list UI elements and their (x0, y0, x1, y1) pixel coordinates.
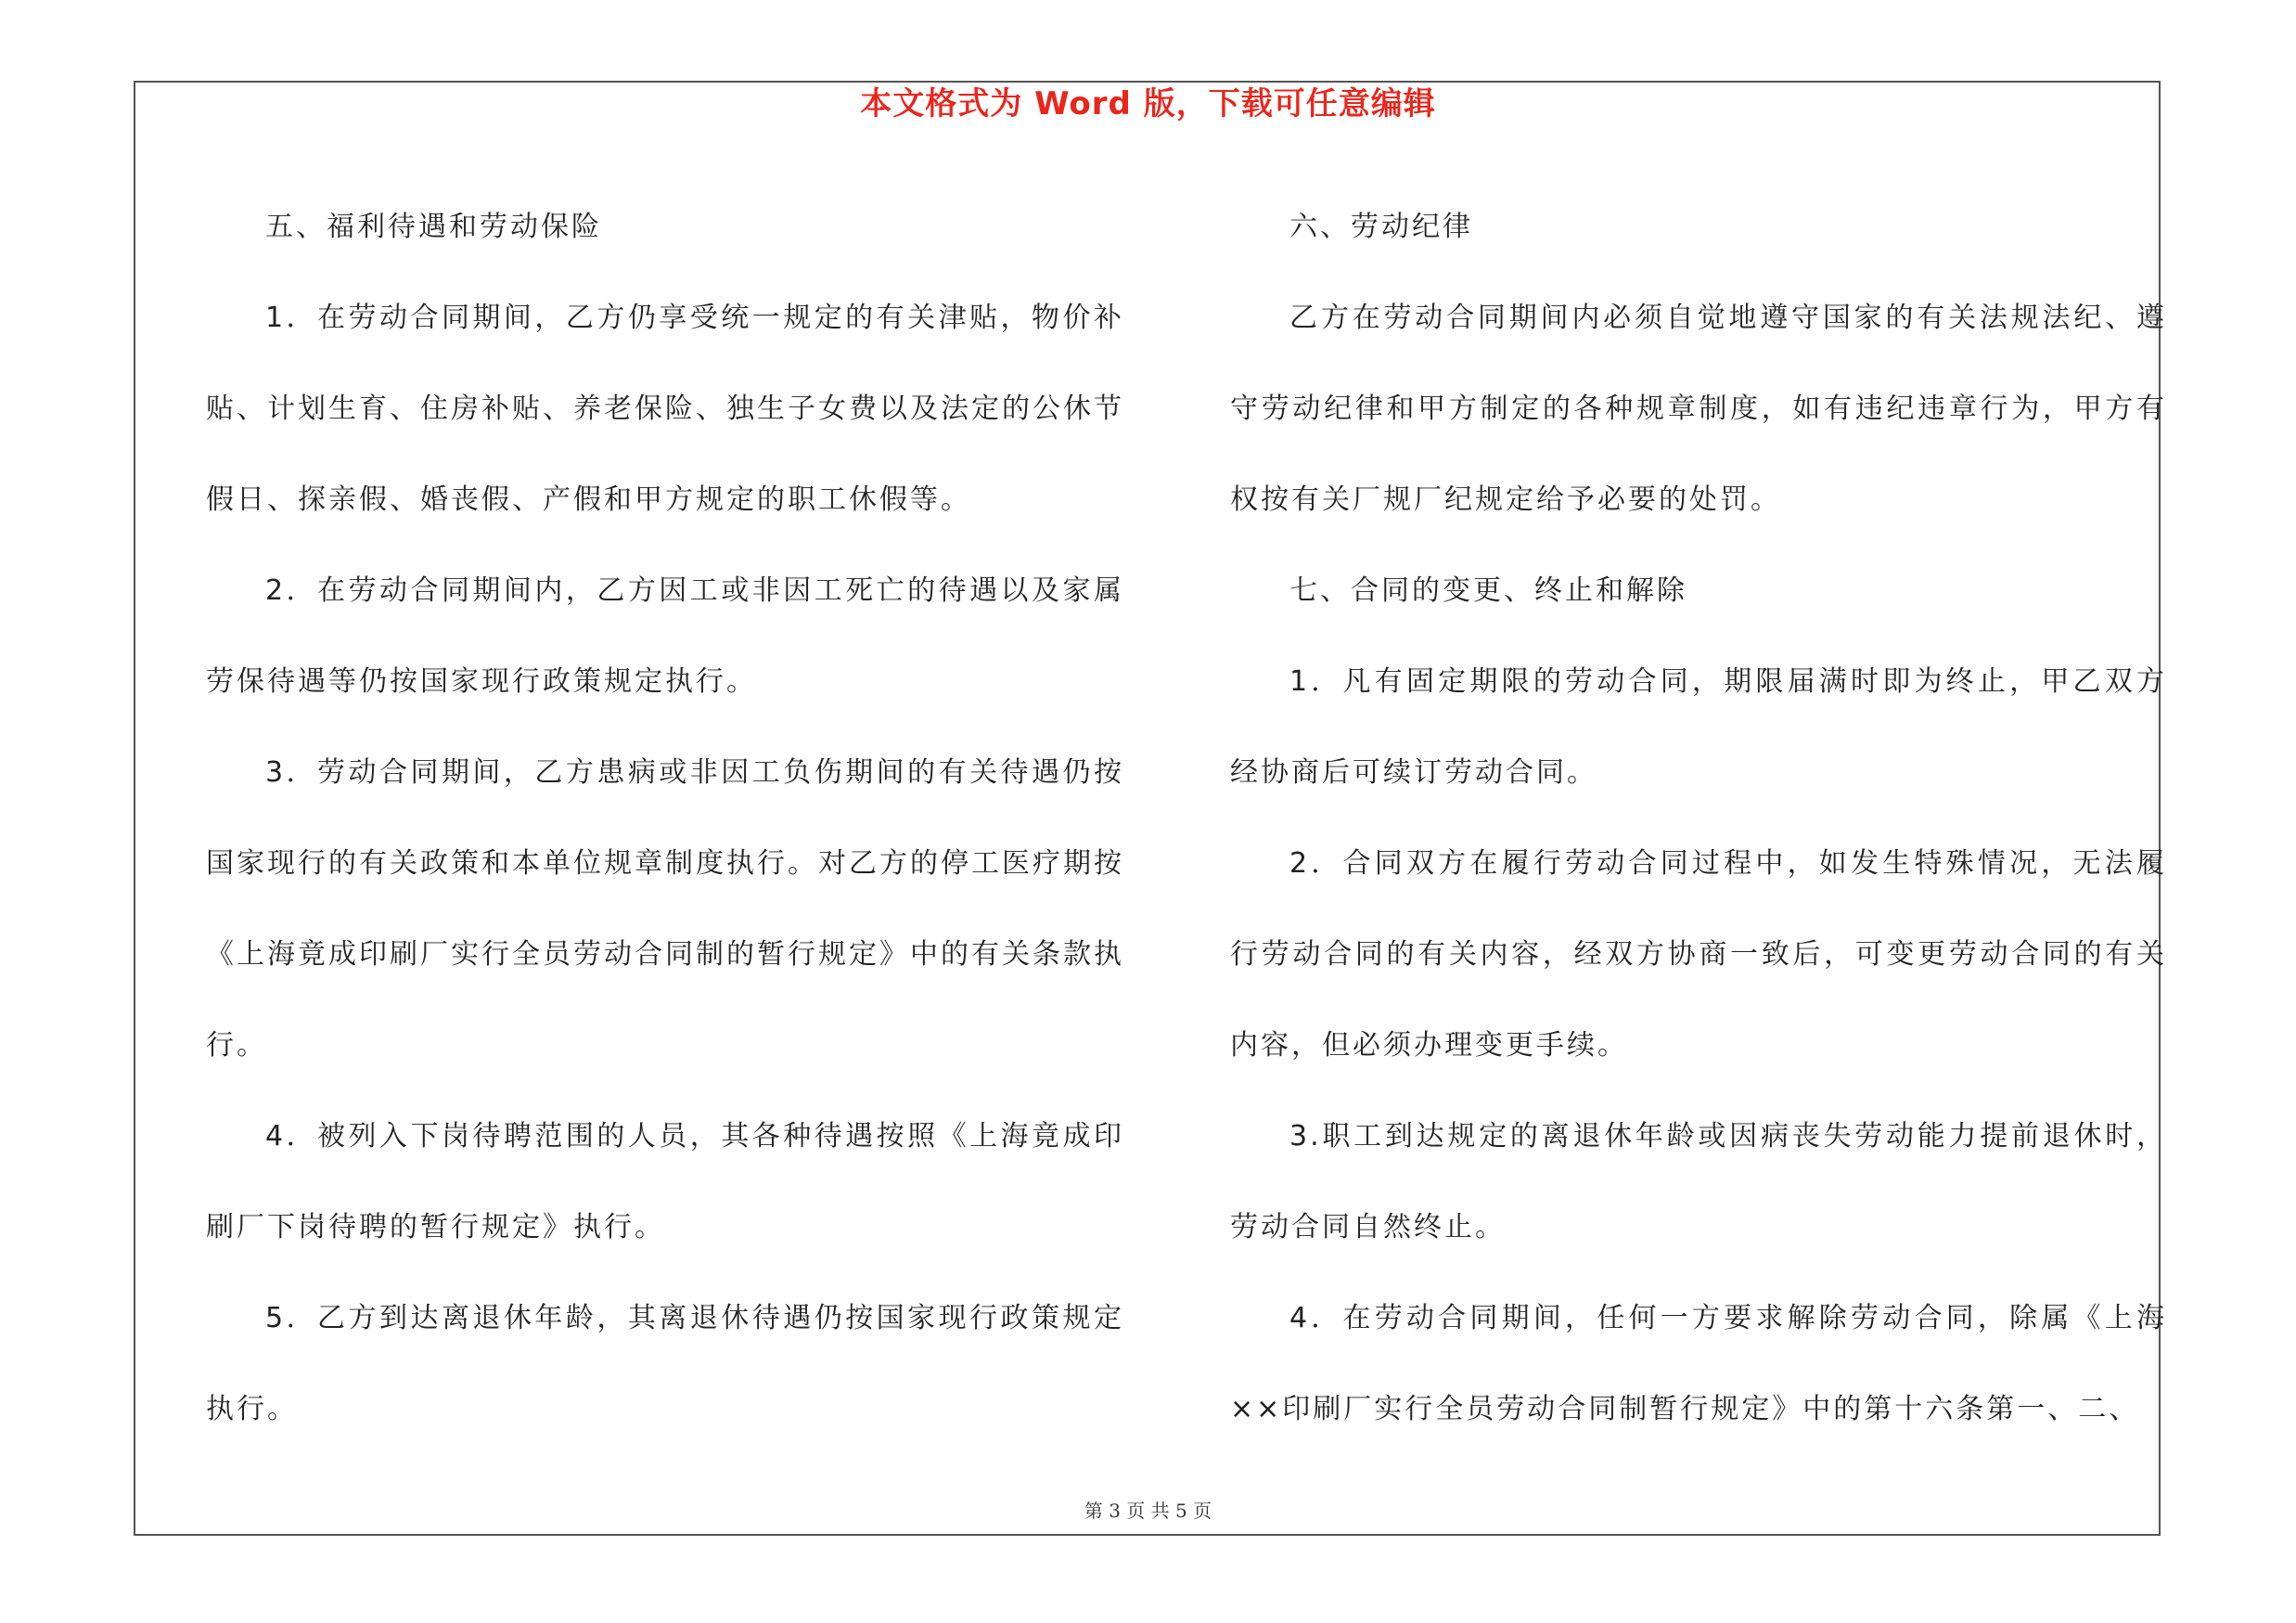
benefits-clause-3: 3．劳动合同期间，乙方患病或非因工负伤期间的有关待遇仍按国家现行的有关政策和本单位规章制度执行。对乙方的停工医疗期按《上海竟成印刷厂实行全员劳动合同制的暂行规定》中的有关条款执行。 (206, 756, 1124, 1062)
left-column (206, 182, 1124, 1455)
benefits-clause-2: 2．在劳动合同期间内，乙方因工或非因工死亡的待遇以及家属劳保待遇等仍按国家现行政策规定执行。 (206, 574, 1124, 698)
discipline-paragraph: 乙方在劳动合同期间内必须自觉地遵守国家的有关法规法纪、遵守劳动纪律和甲方制定的各种规章制度，如有违纪违章行为，甲方有权按有关厂规厂纪规定给予必要的处罚。 (1230, 302, 2167, 516)
right-column (1230, 182, 2167, 1455)
word-format-banner: 本文格式为 Word 版，下载可任意编辑 (860, 85, 1436, 122)
benefits-clause-4: 4．被列入下岗待聘范围的人员，其各种待遇按照《上海竟成印刷厂下岗待聘的暂行规定》执行。 (206, 1120, 1124, 1243)
section-heading-contract-changes: 七、合同的变更、终止和解除 (1289, 574, 1687, 607)
contract-clause-1: 1．凡有固定期限的劳动合同，期限届满时即为终止，甲乙双方经协商后可续订劳动合同。 (1230, 665, 2167, 789)
contract-clause-3: 3.职工到达规定的离退休年龄或因病丧失劳动能力提前退休时，劳动合同自然终止。 (1230, 1120, 2167, 1243)
section-heading-discipline: 六、劳动纪律 (1289, 211, 1473, 243)
benefits-clause-1: 1．在劳动合同期间，乙方仍享受统一规定的有关津贴，物价补贴、计划生育、住房补贴、养老保险、独生子女费以及法定的公休节假日、探亲假、婚丧假、产假和甲方规定的职工休假等。 (206, 302, 1124, 516)
contract-clause-2: 2．合同双方在履行劳动合同过程中，如发生特殊情况，无法履行劳动合同的有关内容，经双方协商一致后，可变更劳动合同的有关内容，但必须办理变更手续。 (1230, 847, 2167, 1062)
page-number-footer: 第 3 页 共 5 页 (1084, 1500, 1212, 1522)
section-heading-benefits: 五、福利待遇和劳动保险 (265, 211, 602, 243)
benefits-clause-5: 5．乙方到达离退休年龄，其离退休待遇仍按国家现行政策规定执行。 (206, 1302, 1124, 1425)
contract-clause-4: 4．在劳动合同期间，任何一方要求解除劳动合同，除属《上海××印刷厂实行全员劳动合同制暂行规定》中的第十六条第一、二、 (1230, 1302, 2167, 1425)
